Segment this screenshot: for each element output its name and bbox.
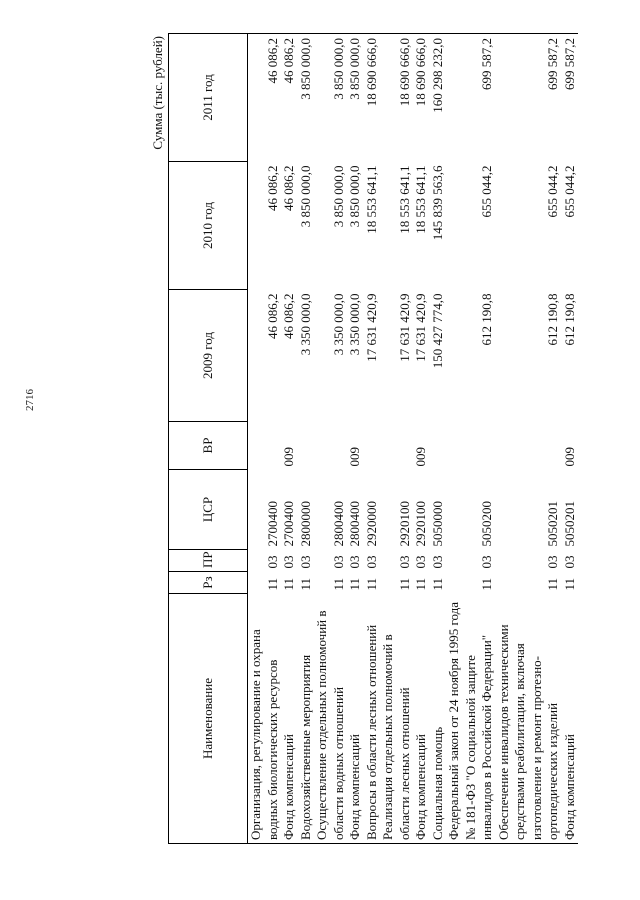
table-row xyxy=(380,34,413,844)
cell-vr xyxy=(298,422,315,470)
table-row xyxy=(562,34,579,844)
table-row xyxy=(281,34,298,844)
cell-csr: 5050201 xyxy=(561,501,577,547)
cell-vr: 009 xyxy=(281,447,296,467)
cell-2009: 17 631 420,9 xyxy=(396,293,412,362)
cell-2011: 46 086,2 xyxy=(281,34,298,162)
cell-pr: 03 xyxy=(396,555,412,569)
cell-name: Реализация отдельных полномочий в области лесных отношений xyxy=(380,594,413,844)
cell-2009: 3 350 000,0 xyxy=(347,293,362,356)
header-csr: ЦСР xyxy=(169,470,248,550)
cell-vr: 009 xyxy=(561,447,577,467)
header-name: Наименование xyxy=(169,594,248,844)
cell-name: Фонд компенсаций xyxy=(413,594,430,844)
header-pr: ПР xyxy=(169,550,248,572)
cell-2010: 3 850 000,0 xyxy=(297,165,313,228)
cell-vr xyxy=(496,422,562,470)
cell-rz: 11 xyxy=(264,577,280,591)
cell-pr: 03 xyxy=(429,555,445,569)
cell-rz: 11 xyxy=(396,577,412,591)
header-vr: ВР xyxy=(169,422,248,470)
table-row xyxy=(430,34,447,844)
cell-rz: 11 xyxy=(429,577,445,591)
cell-name: Фонд компенсаций xyxy=(347,594,364,844)
cell-2010: 3 850 000,0 xyxy=(347,165,362,228)
cell-2011: 3 850 000,0 xyxy=(314,34,347,162)
cell-csr: 5050201 xyxy=(545,501,560,547)
table-row xyxy=(446,34,496,844)
units-caption: Сумма (тыс. рублей) xyxy=(150,36,165,150)
cell-pr: 03 xyxy=(413,555,428,569)
cell-name: Федеральный закон от 24 ноября 1995 года № 181-ФЗ "О социальной защите инвалидов в Российской Федерации" xyxy=(446,594,496,844)
cell-vr: 009 xyxy=(413,447,428,467)
cell-2009: 150 427 774,0 xyxy=(429,293,445,369)
cell-2011: 18 690 666,0 xyxy=(364,34,381,162)
rotated-document xyxy=(150,34,578,844)
cell-rz: 11 xyxy=(363,577,379,591)
cell-2009: 612 190,8 xyxy=(479,293,494,346)
cell-2011: 46 086,2 xyxy=(248,34,282,162)
cell-vr xyxy=(446,422,496,470)
cell-2011: 699 587,2 xyxy=(496,34,562,162)
cell-name: Организация, регулирование и охрана водных биологических ресурсов xyxy=(248,594,282,844)
cell-csr: 2800400 xyxy=(330,501,346,547)
cell-csr: 2920000 xyxy=(363,501,379,547)
cell-2011: 18 690 666,0 xyxy=(380,34,413,162)
cell-name: Обеспечение инвалидов техническими средствами реабилитации, включая изготовление и ремонт протезно-ортопедических изделий xyxy=(496,594,562,844)
cell-csr: 2920100 xyxy=(413,501,428,547)
table-row xyxy=(248,34,282,844)
cell-2011: 160 298 232,0 xyxy=(430,34,447,162)
cell-pr: 03 xyxy=(264,555,280,569)
cell-name: Вопросы в области лесных отношений xyxy=(364,594,381,844)
cell-rz: 11 xyxy=(281,577,296,591)
cell-rz: 11 xyxy=(545,577,560,591)
cell-2011: 3 850 000,0 xyxy=(347,34,364,162)
cell-2011: 18 690 666,0 xyxy=(413,34,430,162)
cell-rz: 11 xyxy=(330,577,346,591)
cell-rz: 11 xyxy=(297,577,313,591)
cell-2011: 699 587,2 xyxy=(562,34,579,162)
cell-2011: 3 850 000,0 xyxy=(298,34,315,162)
cell-2010: 655 044,2 xyxy=(561,165,577,218)
table-row xyxy=(496,34,562,844)
cell-vr xyxy=(430,422,447,470)
cell-csr: 2800000 xyxy=(297,501,313,547)
header-2011: 2011 год xyxy=(169,34,248,162)
cell-2010: 3 850 000,0 xyxy=(330,165,346,228)
cell-rz: 11 xyxy=(347,577,362,591)
cell-name: Фонд компенсаций xyxy=(562,594,579,844)
cell-2010: 145 839 563,6 xyxy=(429,165,445,241)
cell-2010: 46 086,2 xyxy=(281,165,296,211)
cell-pr: 03 xyxy=(363,555,379,569)
cell-2009: 3 350 000,0 xyxy=(330,293,346,356)
cell-2009: 17 631 420,9 xyxy=(363,293,379,362)
cell-2009: 46 086,2 xyxy=(281,293,296,339)
cell-name: Водохозяйственные мероприятия xyxy=(298,594,315,844)
header-2010: 2010 год xyxy=(169,162,248,290)
table-body xyxy=(248,34,579,844)
cell-rz: 11 xyxy=(561,577,577,591)
table-row xyxy=(364,34,381,844)
cell-pr: 03 xyxy=(330,555,346,569)
cell-vr xyxy=(314,422,347,470)
table-row xyxy=(314,34,347,844)
cell-pr: 03 xyxy=(297,555,313,569)
cell-pr: 03 xyxy=(479,555,494,569)
cell-2010: 18 553 641,1 xyxy=(413,165,428,234)
cell-pr: 03 xyxy=(347,555,362,569)
cell-csr: 2800400 xyxy=(347,501,362,547)
header-2009: 2009 год xyxy=(169,290,248,422)
cell-2009: 17 631 420,9 xyxy=(413,293,428,362)
cell-2009: 612 190,8 xyxy=(545,293,560,346)
cell-pr: 03 xyxy=(561,555,577,569)
table-row xyxy=(298,34,315,844)
table-row xyxy=(413,34,430,844)
cell-vr xyxy=(380,422,413,470)
cell-2011: 699 587,2 xyxy=(446,34,496,162)
cell-2010: 18 553 641,1 xyxy=(363,165,379,234)
page-number: 2716 xyxy=(24,389,36,411)
cell-csr: 5050200 xyxy=(479,501,494,547)
cell-pr: 03 xyxy=(545,555,560,569)
cell-name: Осуществление отдельных полномочий в области водных отношений xyxy=(314,594,347,844)
cell-csr: 2920100 xyxy=(396,501,412,547)
cell-2009: 612 190,8 xyxy=(561,293,577,346)
budget-table xyxy=(168,33,578,844)
cell-rz: 11 xyxy=(479,577,494,591)
cell-csr: 2700400 xyxy=(281,501,296,547)
cell-2010: 655 044,2 xyxy=(545,165,560,218)
cell-vr xyxy=(364,422,381,470)
header-rz: Рз xyxy=(169,572,248,594)
cell-vr xyxy=(248,422,282,470)
cell-pr: 03 xyxy=(281,555,296,569)
cell-2009: 46 086,2 xyxy=(264,293,280,339)
cell-2009: 3 350 000,0 xyxy=(297,293,313,356)
cell-vr: 009 xyxy=(347,447,362,467)
cell-csr: 5050000 xyxy=(429,501,445,547)
table-row xyxy=(347,34,364,844)
cell-2010: 655 044,2 xyxy=(479,165,494,218)
cell-csr: 2700400 xyxy=(264,501,280,547)
cell-name: Фонд компенсаций xyxy=(281,594,298,844)
cell-name: Социальная помощь xyxy=(430,594,447,844)
cell-2010: 46 086,2 xyxy=(264,165,280,211)
cell-2010: 18 553 641,1 xyxy=(396,165,412,234)
cell-rz: 11 xyxy=(413,577,428,591)
table-header-row xyxy=(169,34,248,844)
